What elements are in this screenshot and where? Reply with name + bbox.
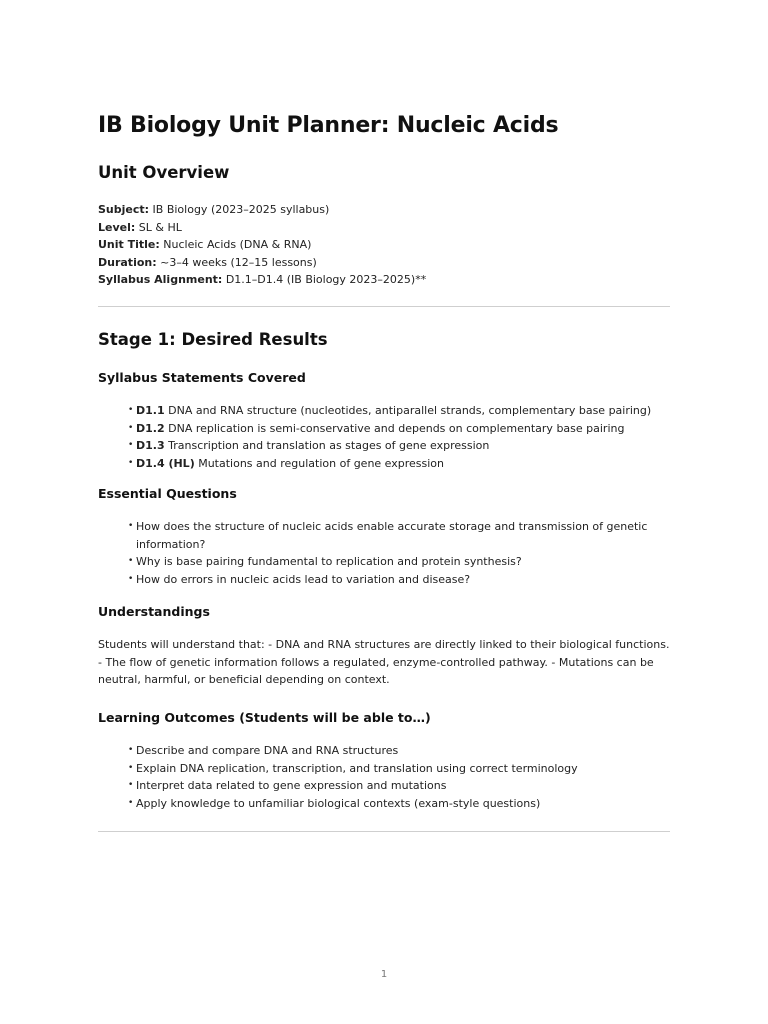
list-item: • Why is base pairing fundamental to replication and protein synthesis? [128, 553, 668, 571]
unit-overview-fields [98, 201, 426, 289]
list-item: • Apply knowledge to unfamiliar biological contexts (exam-style questions) [128, 795, 668, 813]
page-number: 1 [380, 969, 388, 980]
essential-questions-list [128, 518, 668, 588]
list-item: • D1.2 DNA replication is semi-conservative and depends on complementary base pairing [128, 420, 668, 438]
field-level: Level: SL & HL [98, 220, 182, 234]
list-item: • D1.4 (HL) Mutations and regulation of gene expression [128, 455, 668, 473]
understandings-text: Students will understand that: - DNA and RNA structures are directly linked to their biological functions. - The flow of genetic information follows a regulated, enzyme-controlled pathway. - Mutations can be neutral, harmful, or beneficial depending on context. [98, 638, 670, 686]
section-divider [98, 831, 670, 832]
page-title: IB Biology Unit Planner: Nucleic Acids [98, 113, 559, 138]
syllabus-statements-heading: Syllabus Statements Covered [98, 370, 306, 385]
field-syllabus-alignment: Syllabus Alignment: D1.1–D1.4 (IB Biology 2023–2025)** [98, 273, 427, 286]
understandings-heading: Understandings [98, 604, 210, 619]
section-divider [98, 306, 670, 307]
list-item: • How does the structure of nucleic acids enable accurate storage and transmission of genetic information? [128, 518, 668, 553]
unit-overview-heading: Unit Overview [98, 163, 230, 182]
list-item: • D1.1 DNA and RNA structure (nucleotides, antiparallel strands, complementary base pairing) [128, 402, 668, 420]
list-item: • How do errors in nucleic acids lead to variation and disease? [128, 571, 668, 589]
essential-questions-heading: Essential Questions [98, 486, 237, 501]
learning-outcomes-list [128, 742, 668, 812]
list-item: • D1.3 Transcription and translation as stages of gene expression [128, 437, 668, 455]
field-subject: Subject: IB Biology (2023–2025 syllabus) [98, 203, 330, 216]
field-unit-title: Unit Title: Nucleic Acids (DNA & RNA) [98, 238, 312, 251]
stage1-heading: Stage 1: Desired Results [98, 330, 328, 349]
list-item: • Explain DNA replication, transcription, and translation using correct terminology [128, 760, 668, 778]
syllabus-statements-list [128, 402, 668, 472]
list-item: • Describe and compare DNA and RNA structures [128, 742, 668, 760]
list-item: • Interpret data related to gene expression and mutations [128, 777, 668, 795]
field-duration: Duration: ~3–4 weeks (12–15 lessons) [98, 255, 317, 269]
learning-outcomes-heading: Learning Outcomes (Students will be able to…) [98, 710, 431, 725]
